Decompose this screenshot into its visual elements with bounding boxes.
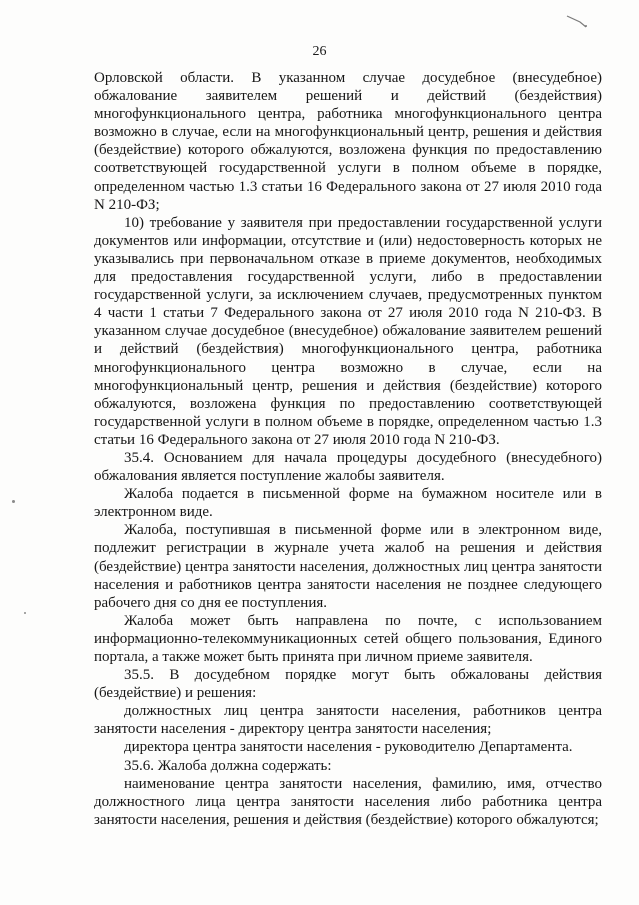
paragraph: Жалоба подается в письменной форме на бумажном носителе или в электронном виде. [94, 486, 602, 521]
scan-speck [24, 612, 26, 614]
paragraph: 35.4. Основанием для начала процедуры досудебного (внесудебного) обжалования является поступление жалобы заявителя. [94, 449, 602, 485]
page-number: 26 [312, 44, 327, 59]
paragraph: Жалоба, поступившая в письменной форме или в электронном виде, подлежит регистрации в журнале учета жалоб на решения и действия (бездействие) центра занятости населения, должностных лиц центра занятости населения и работников центра занятости населения не позднее следующего рабочего дня со дня ее поступления. [94, 522, 602, 611]
corner-scan-mark [566, 14, 588, 28]
document-body [94, 69, 602, 829]
paragraph: 35.5. В досудебном порядке могут быть обжалованы действия (бездействие) и решения: [94, 667, 602, 702]
paragraph: директора центра занятости населения - руководителю Департамента. [124, 739, 573, 756]
paragraph: должностных лиц центра занятости населения, работников центра занятости населения - директору центра занятости населения; [94, 703, 602, 738]
paragraph: наименование центра занятости населения, фамилию, имя, отчество должностного лица центра занятости населения либо работника центра занятости населения, решения и действия (бездействие) которого обжалуются; [94, 775, 602, 828]
paragraph: 35.6. Жалоба должна содержать: [124, 757, 332, 774]
paragraph: 10) требование у заявителя при предоставлении государственной услуги документов или информации, отсутствие и (или) недостоверность которых не указывались при первоначальном отказе в приеме документов, необходимых для предоставления государственной услуги, либо в предоставлении государственной услуги, за исключением случаев, предусмотренных пунктом 4 части 1 статьи 7 Федерального закона от 27 июля 2010 года N 210-ФЗ. В указанном случае досудебное (внесудебное) обжалование заявителем решений и действий (бездействия) многофункционального центра, работника многофункционального центра возможно в случае, если на многофункциональный центр, решения и действия (бездействие) которого обжалуются, возложена функция по предоставлению соответствующей государственной услуги в полном объеме в порядке, определенном частью 1.3 статьи 16 Федерального закона от 27 июля 2010 года N 210-ФЗ. [94, 214, 602, 448]
paragraph: Жалоба может быть направлена по почте, с использованием информационно-телекоммуникационных сетей общего пользования, Единого портала, а также может быть принята при личном приеме заявителя. [94, 612, 602, 665]
paragraph: Орловской области. В указанном случае досудебное (внесудебное) обжалование заявителем решений и действий (бездействия) многофункционального центра, работника многофункционального центра возможно в случае, если на многофункциональный центр, решения и действия (бездействие) которого обжалуются, возложена функция по предоставлению соответствующей государственной услуги в полном объеме в порядке, определенном частью 1.3 статьи 16 Федерального закона от 27 июля 2010 года N 210-ФЗ; [94, 70, 602, 213]
scan-speck [12, 500, 15, 503]
